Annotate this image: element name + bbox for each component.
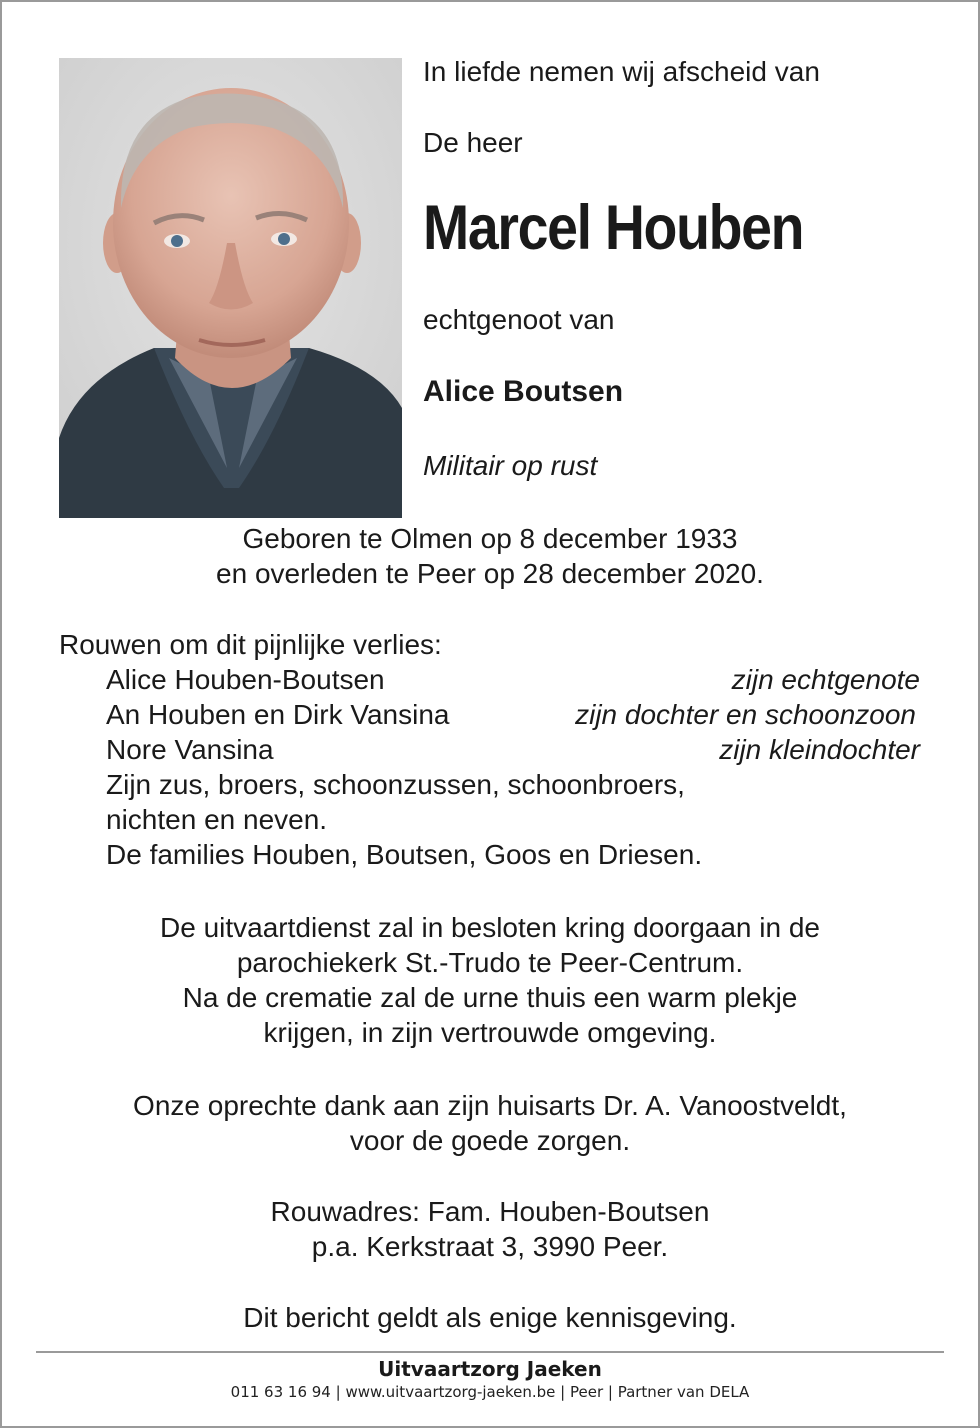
portrait-photo: [59, 58, 402, 518]
address-line: p.a. Kerkstraat 3, 3990 Peer.: [311, 1231, 669, 1262]
deceased-name: Marcel Houben: [423, 193, 804, 263]
footer-contact: 011 63 16 94 | www.uitvaartzorg-jaeken.be | Peer | Partner van DELA: [230, 1383, 750, 1401]
service-line: Na de crematie zal de urne thuis een warm plekje: [182, 982, 798, 1013]
service-paragraph: [0, 910, 980, 1050]
service-line: krijgen, in zijn vertrouwde omgeving.: [263, 1017, 717, 1048]
relation-text: echtgenoot van: [423, 304, 615, 335]
thanks-line: voor de goede zorgen.: [349, 1125, 631, 1156]
mourner-name: An Houben en Dirk Vansina: [106, 699, 450, 730]
death-line: en overleden te Peer op 28 december 2020.: [216, 558, 764, 589]
mourner-role: zijn echtgenote: [731, 664, 920, 695]
mourner-name: Alice Houben-Boutsen: [106, 664, 385, 695]
mourner-row: [106, 732, 920, 767]
mourner-row: [106, 697, 916, 732]
mourner-row: [106, 662, 920, 697]
intro-text: In liefde nemen wij afscheid van: [423, 56, 820, 87]
service-line: De uitvaartdienst zal in besloten kring doorgaan in de: [160, 912, 820, 943]
birth-death-dates: [0, 521, 980, 591]
mourner-role: zijn dochter en schoonzoon: [575, 699, 916, 730]
occupation: Militair op rust: [423, 450, 598, 481]
salutation: De heer: [423, 127, 523, 158]
birth-line: Geboren te Olmen op 8 december 1933: [242, 523, 738, 554]
address-paragraph: [0, 1194, 980, 1264]
footer-divider: [36, 1351, 944, 1353]
family-line: De families Houben, Boutsen, Goos en Driesen.: [106, 839, 703, 870]
family-line: nichten en neven.: [106, 804, 328, 835]
address-line: Rouwadres: Fam. Houben-Boutsen: [270, 1196, 710, 1227]
undertaker-name: Uitvaartzorg Jaeken: [378, 1357, 602, 1381]
family-line: Zijn zus, broers, schoonzussen, schoonbroers,: [106, 769, 685, 800]
mourner-name: Nore Vansina: [106, 734, 274, 765]
family-list: [106, 767, 702, 872]
notice-line: Dit bericht geldt als enige kennisgeving.: [243, 1302, 737, 1333]
thanks-paragraph: [0, 1088, 980, 1158]
mourner-role: zijn kleindochter: [719, 734, 920, 765]
spouse-name: Alice Boutsen: [423, 375, 624, 408]
thanks-line: Onze oprechte dank aan zijn huisarts Dr. A. Vanoostveldt,: [133, 1090, 847, 1121]
mourners-heading: Rouwen om dit pijnlijke verlies:: [59, 629, 442, 660]
service-line: parochiekerk St.-Trudo te Peer-Centrum.: [236, 947, 744, 978]
portrait-illustration: [59, 58, 402, 518]
notice-text: [0, 1300, 980, 1335]
